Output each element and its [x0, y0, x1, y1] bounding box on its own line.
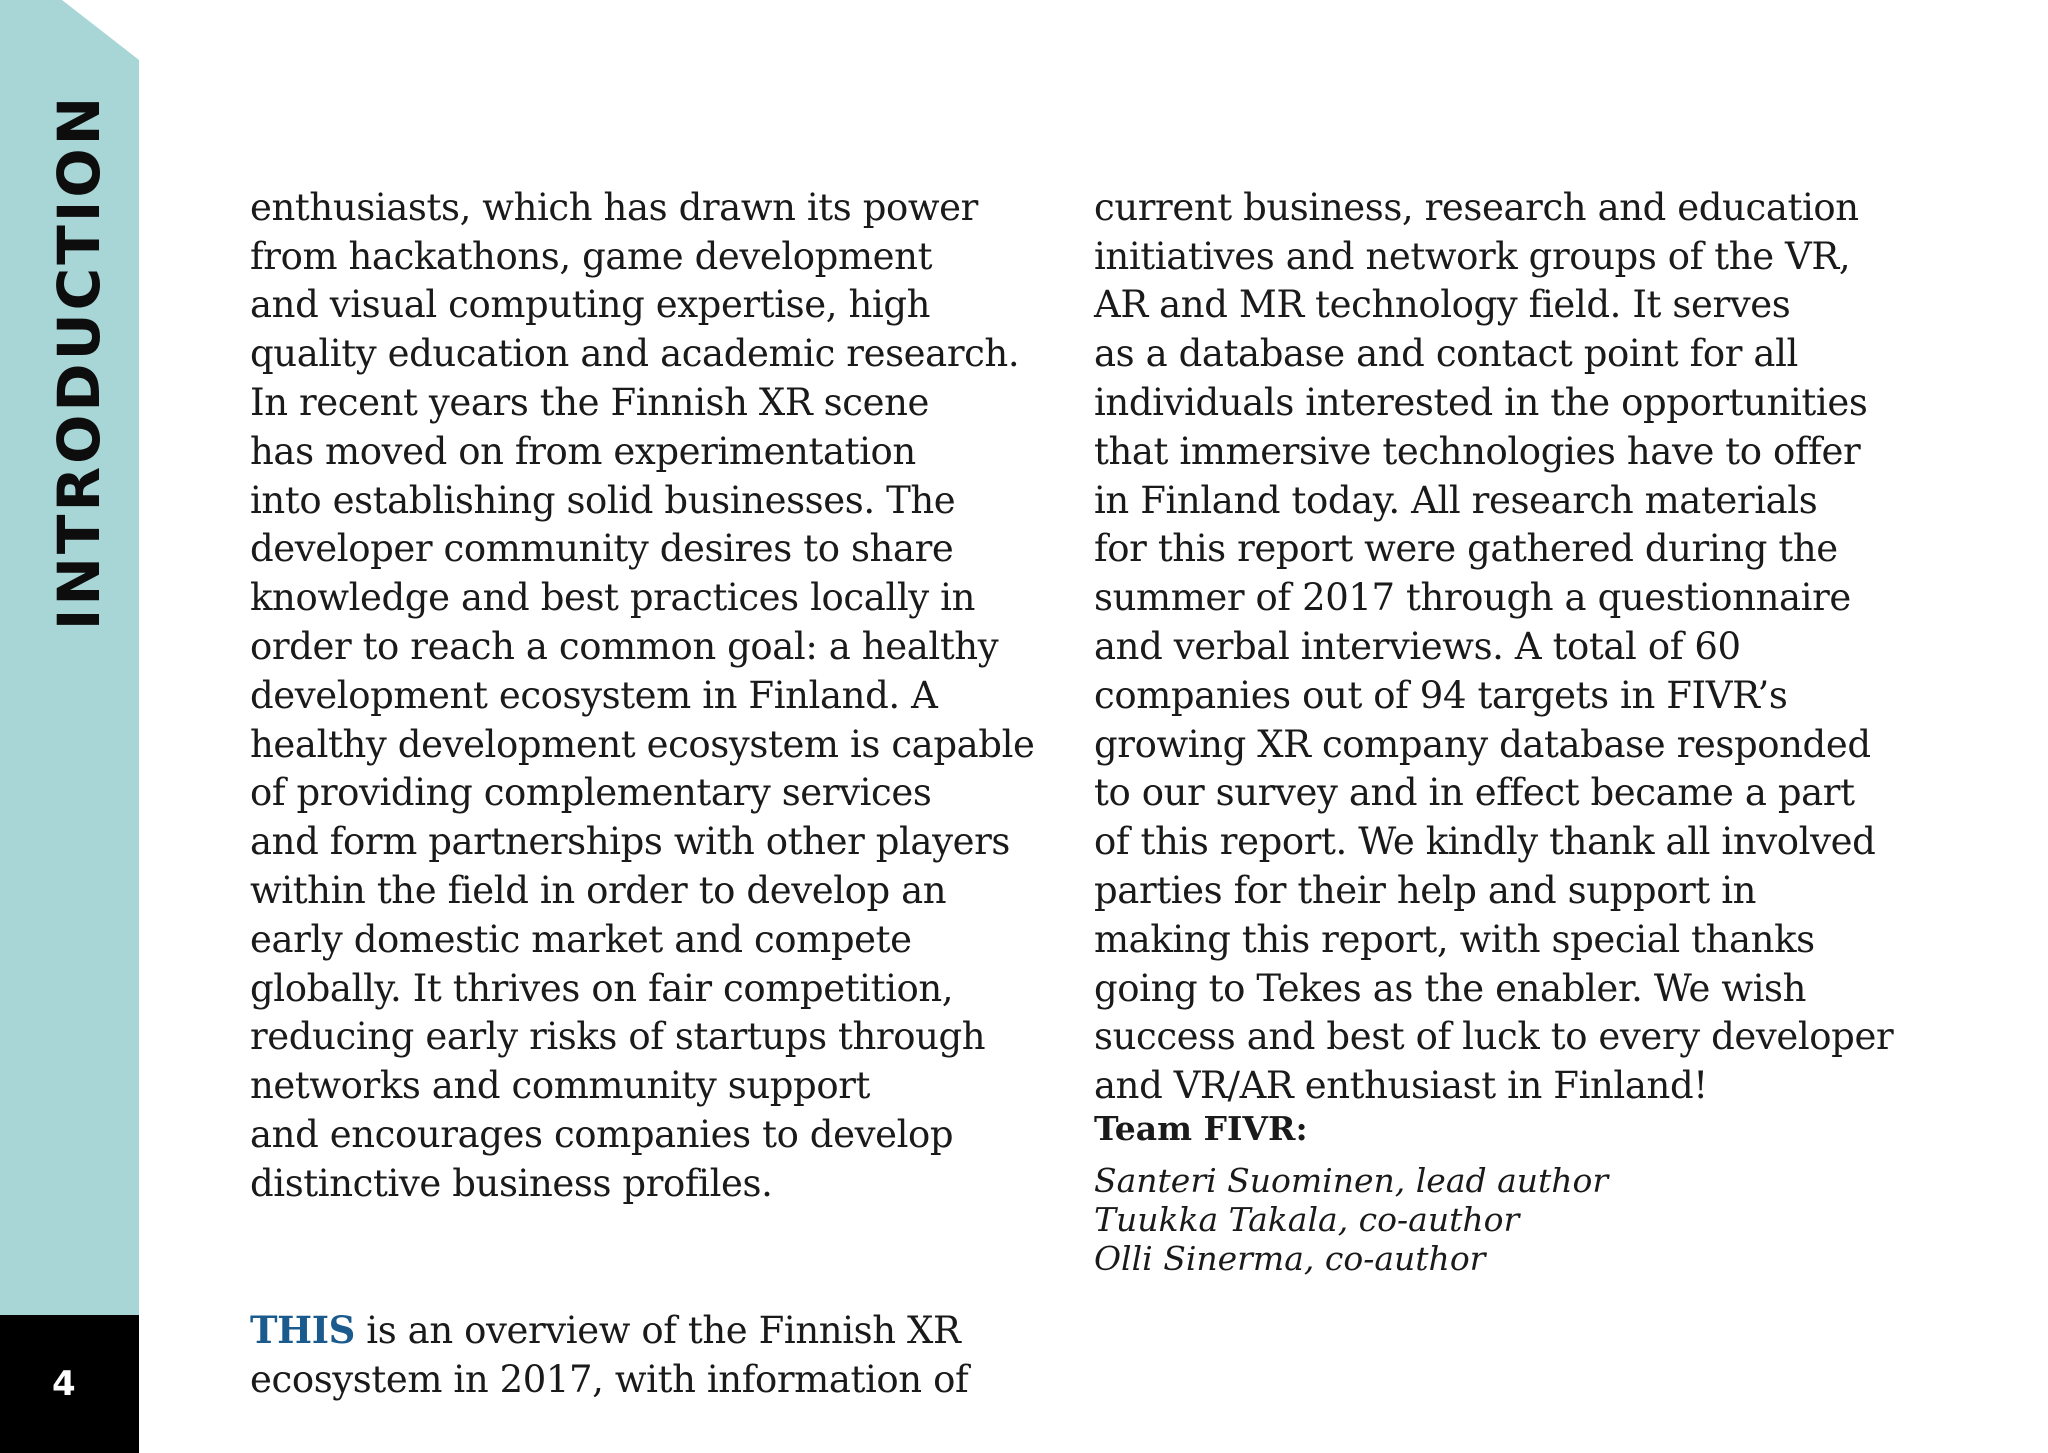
- highlight-word: THIS: [250, 1308, 355, 1353]
- section-title: [0, 0, 139, 1453]
- left-paragraph-1: enthusiasts, which has drawn its power from hackathons, game development and visual computing expertise, high quality education and academic research. In recent years the Finnish XR scene has moved on from experimentation into establishing solid businesses. The developer community desires to share knowledge and best practices locally in order to reach a common goal: a healthy development ecosystem in Finland. A healthy development ecosystem is capable of providing complementary services and form partnerships with other players within the field in order to develop an early domestic market and compete globally. It thrives on fair competition, reducing early risks of startups through networks and community support and encourages companies to develop distinctive business profiles.: [250, 185, 1035, 1205]
- section-title-text: INTRODUCTION: [45, 93, 113, 631]
- credit-co-author-1: Tuukka Takala, co-author: [1094, 1200, 1520, 1239]
- right-column: [1094, 135, 1914, 1160]
- credit-lead-author: Santeri Suominen, lead author: [1094, 1161, 1609, 1200]
- page-number: 4: [52, 1364, 76, 1404]
- left-column: [250, 135, 1050, 1453]
- left-paragraph-2: [250, 1306, 1050, 1405]
- team-credits: [1094, 1107, 1914, 1278]
- left-paragraph-2-text: is an overview of the Finnish XR ecosystem in 2017, with information of: [250, 1309, 969, 1402]
- right-paragraph-1: current business, research and education initiatives and network groups of the VR, AR and MR technology field. It serves as a database and contact point for all individuals interested in the opportunities that immersive technologies have to offer in Finland today. All research materials for this report were gathered during the summer of 2017 through a questionnaire and verbal interviews. A total of 60 companies out of 94 targets in FIVR’s growing XR company database responded to our survey and in effect became a part of this report. We kindly thank all involved parties for their help and support in making this report, with special thanks going to Tekes as the enabler. We wish success and best of luck to every developer and VR/AR enthusiast in Finland!: [1094, 185, 1894, 1108]
- team-heading: Team FIVR:: [1094, 1109, 1308, 1148]
- credit-co-author-2: Olli Sinerma, co-author: [1094, 1239, 1486, 1278]
